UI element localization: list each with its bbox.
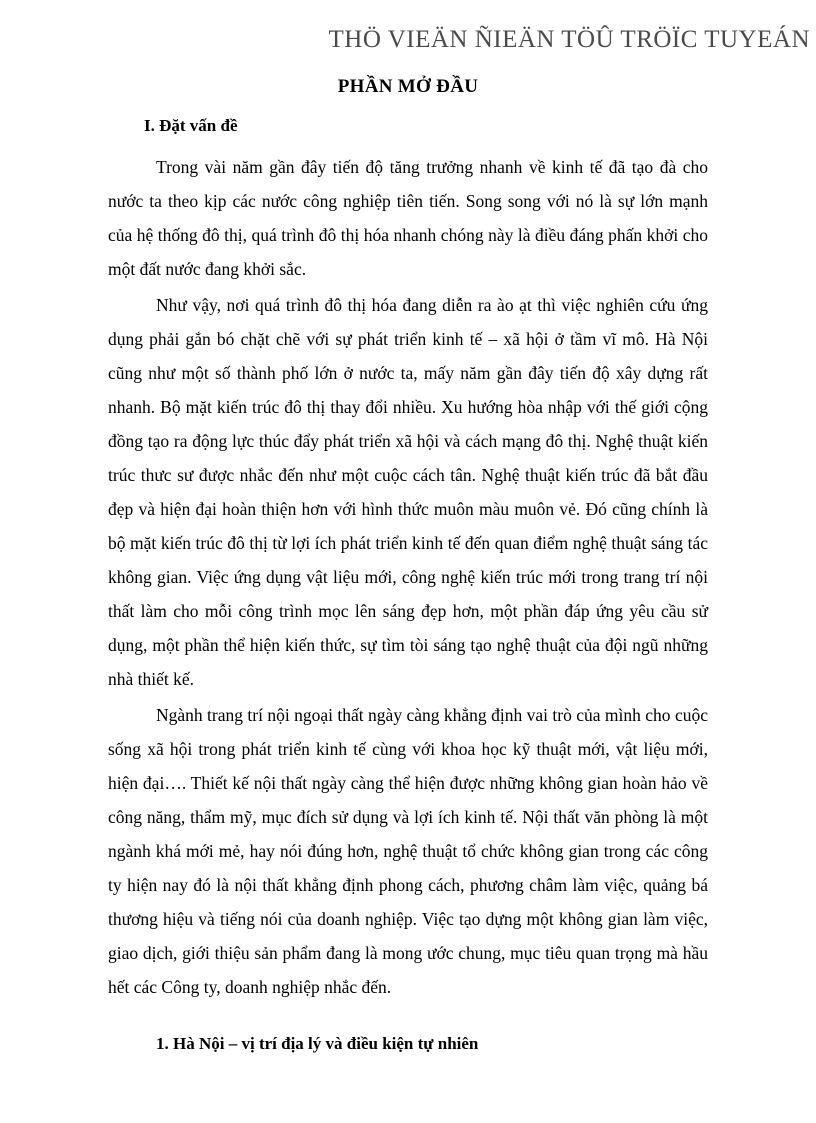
library-watermark: THÖ VIEÄN ÑIEÄN TÖÛ TRÖÏC TUYEÁN: [328, 26, 810, 53]
section-heading-dat-van-de: I. Đặt vấn đề: [144, 116, 238, 135]
subsection-heading-ha-noi: 1. Hà Nội – vị trí địa lý và điều kiện tự nhiên: [156, 1034, 479, 1053]
paragraph: Ngành trang trí nội ngoại thất ngày càng khẳng định vai trò của mình cho cuộc sống xã hội trong phát triển kinh tế cùng với khoa học kỹ thuật mới, vật liệu mới, hiện đại…. Thiết kế nội thất ngày càng thể hiện được những không gian hoàn hảo về công năng, thẩm mỹ, mục đích sử dụng và lợi ích kinh tế. Nội thất văn phòng là một ngành khá mới mẻ, hay nói đúng hơn, nghệ thuật tổ chức không gian trong các công ty hiện nay đó là nội thất khẳng định phong cách, phương châm làm việc, quảng bá thương hiệu và tiếng nói của doanh nghiệp. Việc tạo dựng một không gian làm việc, giao dịch, giới thiệu sản phẩm đang là mong ước chung, mục tiêu quan trọng mà hầu hết các Công ty, doanh nghiệp nhắc đến.: [108, 705, 708, 997]
document-body: [108, 76, 708, 1054]
paragraph: Như vậy, nơi quá trình đô thị hóa đang diễn ra ào ạt thì việc nghiên cứu ứng dụng phải gắn bó chặt chẽ với sự phát triển kinh tế – xã hội ở tầm vĩ mô. Hà Nội cũng như một số thành phố lớn ở nước ta, mấy năm gần đây tiến độ xây dựng rất nhanh. Bộ mặt kiến trúc đô thị thay đổi nhiều. Xu hướng hòa nhập với thế giới cộng đồng tạo ra động lực thúc đẩy phát triển xã hội và cách mạng đô thị. Nghệ thuật kiến trúc thưc sư được nhắc đến như một cuộc cách tân. Nghệ thuật kiến trúc đã bắt đầu đẹp và hiện đại hoàn thiện hơn với hình thức muôn màu muôn vẻ. Đó cũng chính là bộ mặt kiến trúc đô thị từ lợi ích phát triển kinh tế đến quan điểm nghệ thuật sáng tác không gian. Việc ứng dụng vật liệu mới, công nghệ kiến trúc mới trong trang trí nội thất làm cho mỗi công trình mọc lên sáng đẹp hơn, một phần đáp ứng yêu cầu sử dụng, một phần thể hiện kiến thức, sự tìm tòi sáng tạo nghệ thuật của đội ngũ những nhà thiết kế.: [108, 295, 708, 689]
page-title: PHẦN MỞ ĐẦU: [337, 76, 479, 97]
paragraph: Trong vài năm gần đây tiến độ tăng trưởng nhanh về kinh tế đã tạo đà cho nước ta theo kịp các nước công nghiệp tiên tiến. Song song với nó là sự lớn mạnh của hệ thống đô thị, quá trình đô thị hóa nhanh chóng này là điều đáng phấn khởi cho một đất nước đang khởi sắc.: [108, 157, 708, 279]
